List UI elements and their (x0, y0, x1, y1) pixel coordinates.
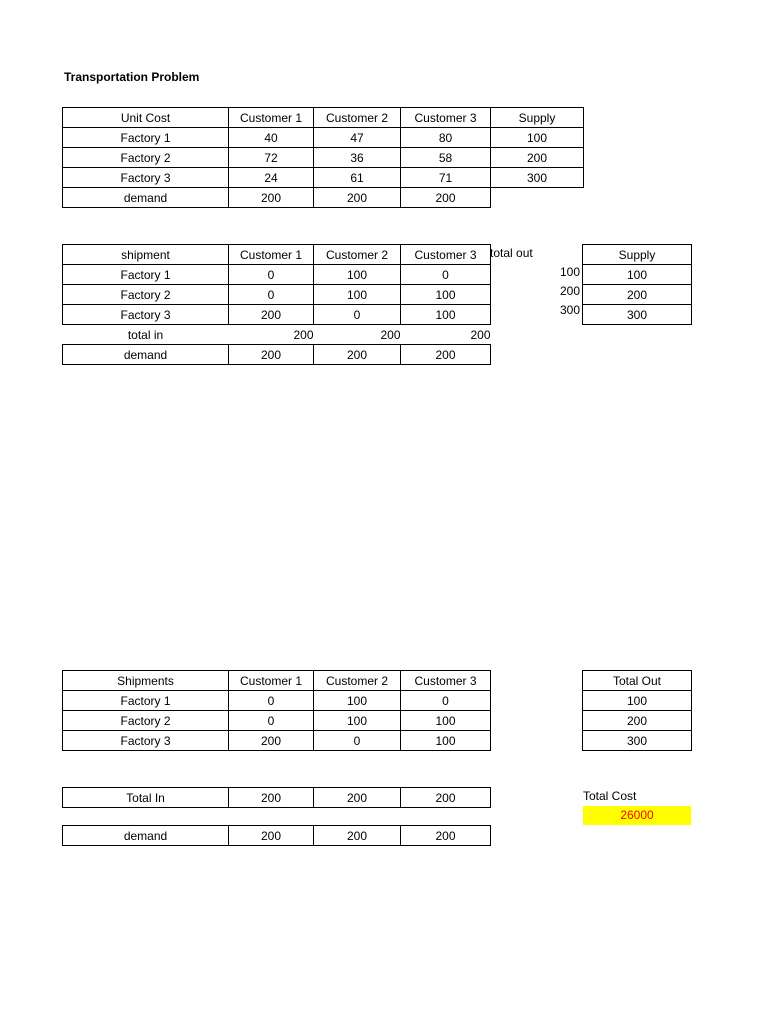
supply-cell[interactable]: 300 (491, 168, 584, 188)
table-row (63, 345, 491, 365)
header-cell[interactable]: Customer 1 (229, 671, 314, 691)
shipment-cell[interactable]: 0 (401, 265, 491, 285)
demand-cell[interactable]: 200 (314, 826, 401, 846)
table-header-row (63, 671, 491, 691)
cost-cell[interactable]: 47 (314, 128, 401, 148)
total-in-row (63, 325, 491, 345)
total-out-value[interactable]: 200 (559, 284, 580, 298)
row-label-cell[interactable]: Factory 1 (63, 691, 229, 711)
row-label-cell[interactable]: Factory 1 (63, 128, 229, 148)
row-label-cell[interactable]: Factory 1 (63, 265, 229, 285)
row-label-cell[interactable]: demand (63, 345, 229, 365)
supply-cell[interactable]: 200 (583, 285, 692, 305)
header-cell[interactable]: Shipments (63, 671, 229, 691)
shipment-cell[interactable]: 0 (314, 731, 401, 751)
supply-cell[interactable]: 200 (491, 148, 584, 168)
shipment-cell[interactable]: 0 (229, 711, 314, 731)
demand-cell[interactable]: 200 (401, 188, 491, 208)
total-out-value[interactable]: 100 (559, 265, 580, 279)
table-row (63, 305, 491, 325)
supply-cell[interactable]: 300 (583, 305, 692, 325)
row-label-cell[interactable]: demand (63, 188, 229, 208)
header-cell[interactable]: Customer 3 (401, 671, 491, 691)
total-in-table (62, 787, 491, 808)
shipment-cell[interactable]: 0 (229, 285, 314, 305)
table-row (63, 128, 584, 148)
header-cell[interactable]: Customer 3 (401, 245, 491, 265)
cost-cell[interactable]: 72 (229, 148, 314, 168)
header-cell[interactable]: Customer 2 (314, 108, 401, 128)
table-row (63, 168, 584, 188)
demand-table (62, 825, 491, 846)
shipment-cell[interactable]: 100 (314, 265, 401, 285)
total-in-cell[interactable]: 200 (229, 788, 314, 808)
demand-cell[interactable]: 200 (401, 345, 491, 365)
total-in-cell[interactable]: 200 (314, 788, 401, 808)
cost-cell[interactable]: 71 (401, 168, 491, 188)
header-cell[interactable]: shipment (63, 245, 229, 265)
table-row (63, 188, 584, 208)
shipment-cell[interactable]: 0 (229, 691, 314, 711)
shipments-table (62, 670, 491, 751)
header-cell[interactable]: Customer 1 (229, 108, 314, 128)
table-row (63, 265, 491, 285)
cost-cell[interactable]: 61 (314, 168, 401, 188)
cost-cell[interactable]: 36 (314, 148, 401, 168)
total-out-value[interactable]: 300 (559, 303, 580, 317)
total-in-cell[interactable]: 200 (293, 327, 314, 342)
shipment-cell[interactable]: 100 (314, 285, 401, 305)
table-header-row (63, 245, 491, 265)
empty-cell[interactable] (491, 188, 584, 208)
shipment-cell[interactable]: 100 (314, 691, 401, 711)
supply-table (582, 244, 692, 325)
demand-cell[interactable]: 200 (314, 345, 401, 365)
table-row (63, 826, 491, 846)
header-cell[interactable]: Supply (491, 108, 584, 128)
table-header-row (583, 245, 692, 265)
table-row (583, 691, 692, 711)
table-row (583, 731, 692, 751)
table-row (63, 711, 491, 731)
header-cell[interactable]: Supply (583, 245, 692, 265)
table-row (63, 691, 491, 711)
table-header-row (63, 108, 584, 128)
shipment-cell[interactable]: 0 (401, 691, 491, 711)
table-row (583, 305, 692, 325)
cost-cell[interactable]: 40 (229, 128, 314, 148)
row-label-cell[interactable]: Factory 2 (63, 711, 229, 731)
row-label-cell[interactable]: demand (63, 826, 229, 846)
supply-cell[interactable]: 100 (583, 265, 692, 285)
table-row (63, 148, 584, 168)
demand-cell[interactable]: 200 (314, 188, 401, 208)
shipment-cell[interactable]: 100 (401, 711, 491, 731)
table-row (63, 731, 491, 751)
shipment-cell[interactable]: 200 (229, 305, 314, 325)
table-header-row (583, 671, 692, 691)
header-cell[interactable]: Customer 2 (314, 245, 401, 265)
total-out-cell[interactable]: 200 (583, 711, 692, 731)
table-row (583, 711, 692, 731)
demand-cell[interactable]: 200 (229, 345, 314, 365)
table-row (583, 285, 692, 305)
header-cell[interactable]: Unit Cost (63, 108, 229, 128)
header-cell[interactable]: Customer 2 (314, 671, 401, 691)
total-in-cell[interactable]: 200 (401, 788, 491, 808)
shipment-cell[interactable]: 100 (314, 711, 401, 731)
total-in-cell[interactable]: 200 (470, 327, 491, 342)
table-row (63, 788, 491, 808)
row-label-cell[interactable]: Factory 2 (63, 285, 229, 305)
table-row (63, 285, 491, 305)
row-label-cell[interactable]: Total In (63, 788, 229, 808)
total-out-table (582, 670, 692, 751)
total-out-cell[interactable]: 100 (583, 691, 692, 711)
demand-cell[interactable]: 200 (401, 826, 491, 846)
demand-cell[interactable]: 200 (229, 826, 314, 846)
supply-cell[interactable]: 100 (491, 128, 584, 148)
total-cost-label: Total Cost (583, 789, 637, 803)
row-label-cell[interactable]: total in (127, 327, 164, 342)
row-label-cell[interactable]: Factory 3 (63, 168, 229, 188)
shipment-cell[interactable]: 100 (401, 305, 491, 325)
row-label-cell[interactable]: Factory 3 (63, 305, 229, 325)
row-label-cell[interactable]: Factory 2 (63, 148, 229, 168)
total-in-cell[interactable]: 200 (380, 327, 401, 342)
row-label-cell[interactable]: Factory 3 (63, 731, 229, 751)
sheet-title: Transportation Problem (64, 70, 200, 84)
cost-cell[interactable]: 58 (401, 148, 491, 168)
shipment-cell[interactable]: 200 (229, 731, 314, 751)
header-cell[interactable]: Customer 1 (229, 245, 314, 265)
total-out-label: total out (490, 246, 533, 260)
shipment-table (62, 244, 491, 365)
header-cell[interactable]: Customer 3 (401, 108, 491, 128)
shipment-cell[interactable]: 100 (401, 731, 491, 751)
total-cost-value[interactable]: 26000 (583, 806, 691, 825)
unit-cost-table (62, 107, 584, 208)
cost-cell[interactable]: 24 (229, 168, 314, 188)
shipment-cell[interactable]: 100 (401, 285, 491, 305)
table-row (583, 265, 692, 285)
shipment-cell[interactable]: 0 (314, 305, 401, 325)
total-out-cell[interactable]: 300 (583, 731, 692, 751)
shipment-cell[interactable]: 0 (229, 265, 314, 285)
demand-cell[interactable]: 200 (229, 188, 314, 208)
cost-cell[interactable]: 80 (401, 128, 491, 148)
header-cell[interactable]: Total Out (583, 671, 692, 691)
